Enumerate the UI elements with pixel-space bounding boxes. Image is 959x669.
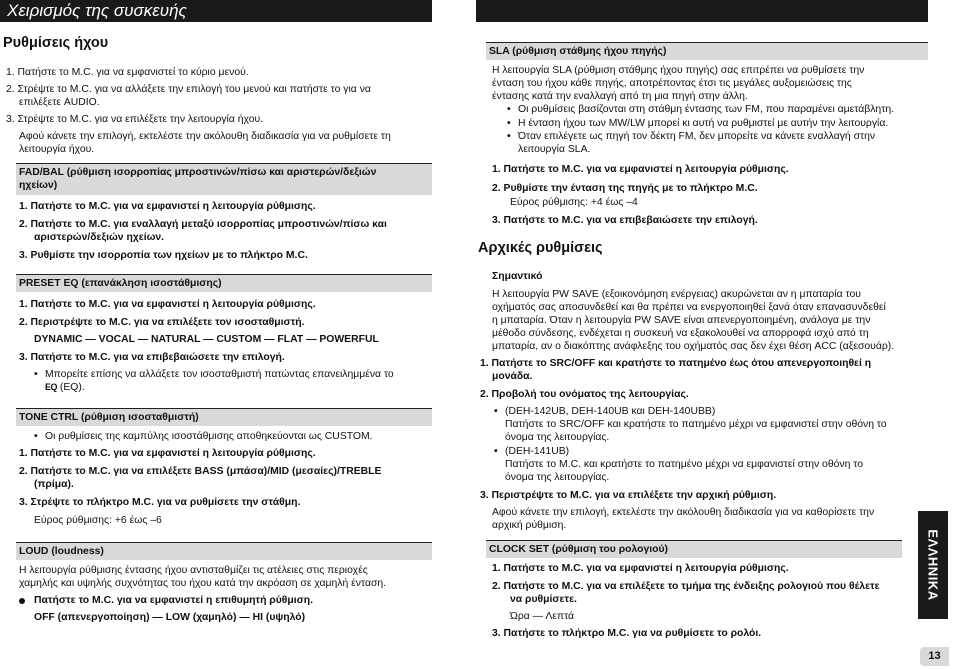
step-dot-icon: [19, 598, 25, 604]
init-step-3-note: Αφού κάνετε την επιλογή, εκτελέστε την ακόλουθη διαδικασία για να καθορίσετε την: [492, 507, 875, 518]
sla-bullet-2: • Η ένταση ήχου των MW/LW μπορεί κι αυτή να ρυθμιστεί με αυτήν την λειτουργία.: [518, 117, 888, 130]
init-bullet-1: • (DEH-142UB, DEH-140UB και DEH-140UBB): [505, 405, 715, 418]
clock-set-header: [486, 540, 902, 558]
tone-bullet: • Οι ρυθμίσεις της καμπύλης ισοστάθμισης αποθηκεύονται ως CUSTOM.: [45, 430, 373, 443]
clock-step-2: 2. Πατήστε το M.C. για να επιλέξετε το τμήμα της ένδειξης ρολογιού που θέλετε: [492, 581, 880, 592]
init-step-3: 3. Περιστρέψτε το M.C. για να επιλέξετε την αρχική ρύθμιση.: [480, 490, 777, 501]
preset-bullet: • Μπορείτε επίσης να αλλάξετε τον ισοσταθμιστή πατώντας επανειλημμένα το: [45, 368, 394, 381]
loud-desc-2: χαμηλής και υψηλής συχνότητας του ήχου κατά την ακρόαση σε χαμηλή ένταση.: [19, 578, 387, 589]
init-step-1: 1. Πατήστε το SRC/OFF και κρατήστε το πατημένο έως ότου απενεργοποιηθεί η: [480, 358, 872, 369]
sla-header: [486, 42, 928, 60]
fad-step-3: 3. Ρυθμίστε την ισορροπία των ηχείων με το πλήκτρο M.C.: [19, 250, 308, 261]
important-2: οχήματός σας αποσυνδεθεί και θα πρέπει να ενεργοποιηθεί ξανά όταν επανασυνδεθεί: [492, 302, 886, 313]
sla-bullet-3-cont: λειτουργία SLA.: [518, 144, 591, 155]
clock-step-1: 1. Πατήστε το M.C. για να εμφανιστεί η λειτουργία ρύθμισης.: [492, 563, 789, 574]
important-5: μπαταρία, αν ο διακόπτης ανάφλεξης του οχήματός σας δεν έχει θέση ACC (αξεσουάρ).: [492, 341, 895, 352]
section-header-text: Χειρισμός της συσκευής: [7, 1, 187, 20]
sla-range: Εύρος ρύθμισης: +4 έως –4: [510, 197, 638, 208]
fad-bal-title-1: FAD/BAL (ρύθμιση ισορροπίας μπροστινών/πίσω και αριστερών/δεξιών: [19, 167, 377, 178]
init-bullet-2a: Πατήστε το M.C. και κρατήστε το πατημένο μέχρι να εμφανιστεί στην οθόνη το: [505, 459, 863, 470]
initial-settings-title: Αρχικές ρυθμίσεις: [478, 240, 603, 256]
eq-suffix: (EQ).: [59, 382, 85, 393]
clock-fields: Ώρα — Λεπτά: [510, 611, 575, 622]
tone-ctrl-title: TONE CTRL (ρύθμιση ισοσταθμιστή): [19, 412, 199, 423]
page-number: 13: [920, 647, 949, 666]
fad-bal-title-2: ηχείων): [19, 180, 58, 191]
tone-step-1: 1. Πατήστε το M.C. για να εμφανιστεί η λειτουργία ρύθμισης.: [19, 448, 316, 459]
important-3: η μπαταρία. Όταν η λειτουργία PW SAVE είναι απενεργοποιημένη, ανάλογα με την: [492, 315, 871, 326]
tone-step-2: 2. Πατήστε το M.C. για να επιλέξετε BASS (μπάσα)/MID (μεσαίες)/TREBLE: [19, 466, 382, 477]
step-3: 3. Στρέψτε το M.C. για να επιλέξετε την λειτουργία ήχου.: [6, 114, 264, 125]
clock-set-title: CLOCK SET (ρύθμιση του ρολογιού): [489, 544, 668, 555]
eq-button-icon: EQ: [45, 382, 58, 392]
sla-desc-3: έντασης κατά την εναλλαγή από τη μια πηγή στην άλλη.: [492, 91, 748, 102]
preset-step-2: 2. Περιστρέψτε το M.C. για να επιλέξετε τον ισοσταθμιστή.: [19, 317, 305, 328]
fad-step-2: 2. Πατήστε το M.C. για εναλλαγή μεταξύ ισορροπίας μπροστινών/πίσω και: [19, 219, 387, 230]
init-bullet-2b: όνομα της λειτουργίας.: [505, 472, 610, 483]
tone-step-3: 3. Στρέψτε το πλήκτρο M.C. για να ρυθμίσετε την στάθμη.: [19, 497, 301, 508]
sla-bullet-3: • Όταν επιλέγετε ως πηγή τον δέκτη FM, δεν μπορείτε να κάνετε εναλλαγή στην: [518, 130, 875, 143]
preset-bullet-cont: [45, 381, 85, 394]
sla-desc-1: Η λειτουργία SLA (ρύθμιση στάθμης ήχου πηγής) σας επιτρέπει να ρυθμίσετε την: [492, 65, 865, 76]
init-step-3-note-cont: αρχική ρύθμιση.: [492, 520, 567, 531]
loud-options: OFF (απενεργοποίηση) — LOW (χαμηλό) — HI (υψηλό): [34, 612, 306, 623]
preset-eq-header: [16, 274, 432, 292]
fad-bal-header: [16, 163, 432, 195]
loud-header: [16, 542, 432, 560]
tone-step-2-cont: (πρίμα).: [34, 479, 74, 490]
sla-desc-2: ένταση του ήχου κάθε πηγής, αποτρέποντας έτσι τις μεγάλες αυξομειώσεις της: [492, 78, 852, 89]
sla-bullet-1: • Οι ρυθμίσεις βασίζονται στη στάθμη έντασης των FM, που παραμένει αμετάβλητη.: [518, 103, 894, 116]
right-header-bar: [476, 0, 928, 22]
preset-step-1: 1. Πατήστε το M.C. για να εμφανιστεί η λειτουργία ρύθμισης.: [19, 299, 316, 310]
init-bullet-1a: Πατήστε το SRC/OFF και κρατήστε το πατημένο μέχρι να εμφανιστεί στην οθόνη το: [505, 419, 887, 430]
step-2-cont: επιλέξετε AUDIO.: [19, 97, 100, 108]
language-tab: [918, 511, 948, 619]
tone-ctrl-header: [16, 408, 432, 426]
init-bullet-1b: όνομα της λειτουργίας.: [505, 432, 610, 443]
loud-title: LOUD (loudness): [19, 546, 104, 557]
init-step-1-cont: μονάδα.: [492, 371, 533, 382]
loud-desc-1: Η λειτουργία ρύθμισης έντασης ήχου αντισταθμίζει τις ατέλειες στις περιοχές: [19, 565, 368, 576]
loud-step: Πατήστε το M.C. για να εμφανιστεί η επιθυμητή ρύθμιση.: [34, 595, 313, 606]
clock-step-3: 3. Πατήστε το πλήκτρο M.C. για να ρυθμίσετε το ρολόι.: [492, 628, 762, 639]
step-1: 1. Πατήστε το M.C. για να εμφανιστεί το κύριο μενού.: [6, 67, 249, 78]
fad-step-1: 1. Πατήστε το M.C. για να εμφανιστεί η λειτουργία ρύθμισης.: [19, 201, 316, 212]
page-title: Ρυθμίσεις ήχου: [3, 35, 109, 51]
sla-step-3: 3. Πατήστε το M.C. για να επιβεβαιώσετε την επιλογή.: [492, 215, 758, 226]
sla-step-2: 2. Ρυθμίστε την ένταση της πηγής με το πλήκτρο M.C.: [492, 183, 758, 194]
language-tab-label: ΕΛΛΗΝΙΚΑ: [925, 529, 941, 601]
preset-eq-title: PRESET EQ (επανάκληση ισοστάθμισης): [19, 278, 222, 289]
init-step-2: 2. Προβολή του ονόματος της λειτουργίας.: [480, 389, 689, 400]
init-bullet-2: • (DEH-141UB): [505, 445, 569, 458]
sla-title: SLA (ρύθμιση στάθμης ήχου πηγής): [489, 46, 667, 57]
important-4: μέθοδο σύνδεσης, ενδέχεται η συσκευή να εξακολουθεί να απορροφά ισχύ από τη: [492, 328, 869, 339]
preset-eq-list: DYNAMIC — VOCAL — NATURAL — CUSTOM — FLAT — POWERFUL: [34, 334, 379, 345]
sla-step-1: 1. Πατήστε το M.C. για να εμφανιστεί η λειτουργία ρύθμισης.: [492, 164, 789, 175]
preset-step-3: 3. Πατήστε το M.C. για να επιβεβαιώσετε την επιλογή.: [19, 352, 285, 363]
clock-step-2-cont: να ρυθμίσετε.: [510, 594, 577, 605]
fad-step-2-cont: αριστερών/δεξιών ηχείων.: [34, 232, 165, 243]
step-3-note-cont: λειτουργία ήχου.: [19, 144, 95, 155]
tone-range: Εύρος ρύθμισης: +6 έως –6: [34, 515, 162, 526]
step-3-note: Αφού κάνετε την επιλογή, εκτελέστε την ακόλουθη διαδικασία για να ρυθμίσετε τη: [19, 131, 391, 142]
section-header: [0, 0, 432, 22]
step-2: 2. Στρέψτε το M.C. για να αλλάξετε την επιλογή του μενού και πατήστε το για να: [6, 84, 371, 95]
important-label: Σημαντικό: [492, 271, 543, 282]
important-1: Η λειτουργία PW SAVE (εξοικονόμηση ενέργειας) ακυρώνεται αν η μπαταρία του: [492, 289, 861, 300]
